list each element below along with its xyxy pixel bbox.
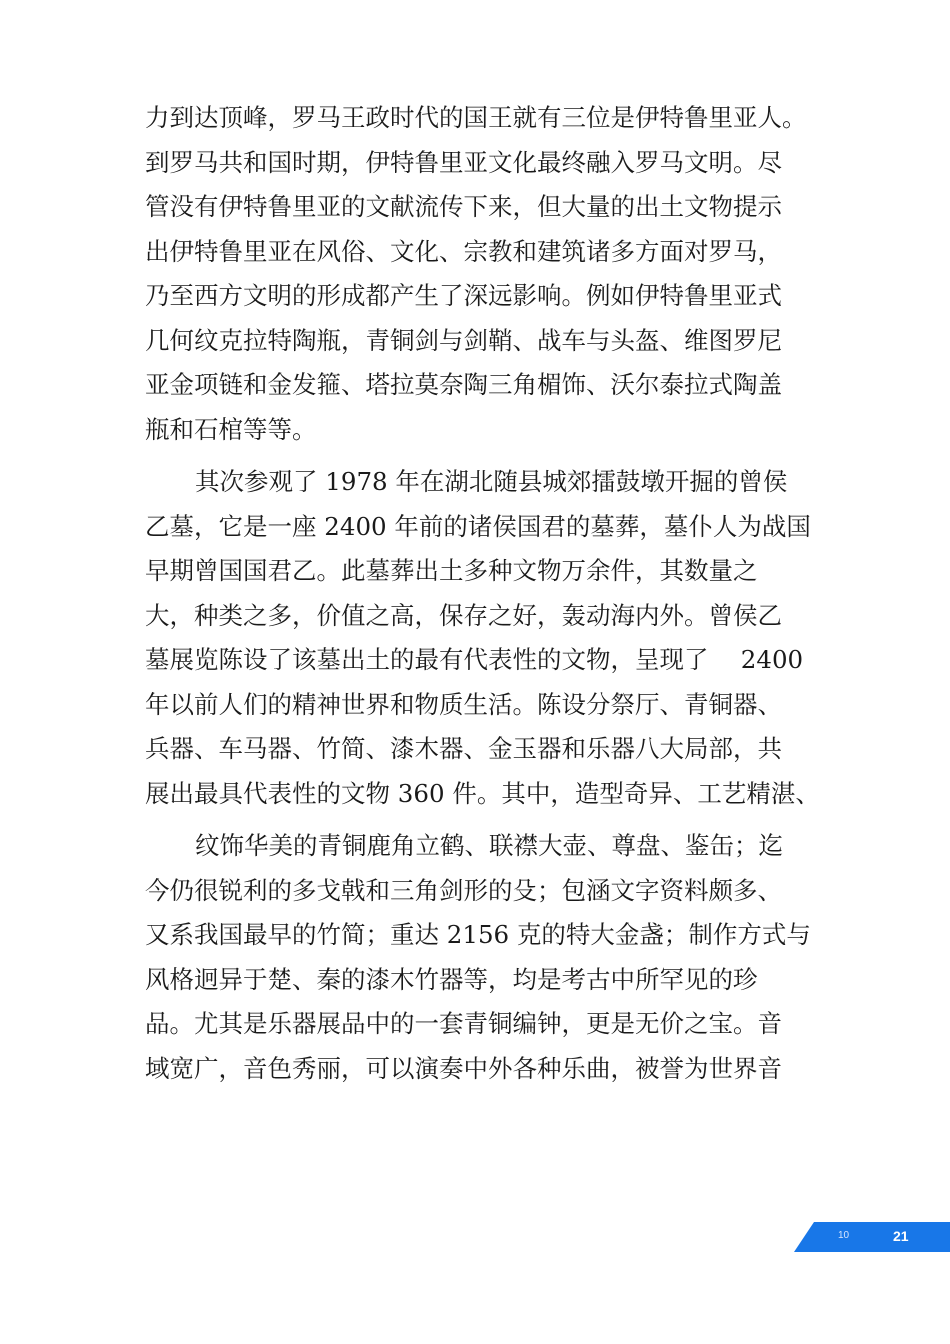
section-number: 10 xyxy=(838,1230,850,1241)
text-line: 到罗马共和国时期，伊特鲁里亚文化最终融入罗马文明。尽 xyxy=(145,147,782,177)
text-line: 今仍很锐利的多戈戟和三角剑形的殳；包涵文字资料颇多、 xyxy=(145,875,782,905)
text-line: 又系我国最早的竹简；重达 2156 克的特大金盏；制作方式与 xyxy=(145,920,811,949)
body-text xyxy=(145,96,820,1091)
text-line: 早期曾国国君乙。此墓葬出土多种文物万余件，其数量之 xyxy=(145,556,758,585)
text-line: 墓展览陈设了该墓出土的最有代表性的文物，呈现了 2400 xyxy=(145,645,804,674)
page-number: 21 xyxy=(893,1228,909,1244)
text-line: 乃至西方文明的形成都产生了深远影响。例如伊特鲁里亚式 xyxy=(145,281,782,310)
text-line: 风格迥异于楚、秦的漆木竹器等，均是考古中所罕见的珍 xyxy=(145,964,758,994)
text-line: 乙墓，它是一座 2400 年前的诸侯国君的墓葬，墓仆人为战国 xyxy=(145,511,811,541)
text-line: 年以前人们的精神世界和物质生活。陈设分祭厅、青铜器、 xyxy=(145,689,782,719)
text-line: 亚金项链和金发箍、塔拉莫奈陶三角楣饰、沃尔泰拉式陶盖 xyxy=(145,370,782,399)
text-line: 品。尤其是乐器展品中的一套青铜编钟，更是无价之宝。音 xyxy=(145,1009,782,1038)
text-line: 域宽广，音色秀丽，可以演奏中外各种乐曲，被誉为世界音 xyxy=(145,1053,782,1083)
page-number-badge xyxy=(794,1222,950,1252)
text-line: 大，种类之多，价值之高，保存之好，轰动海内外。曾侯乙 xyxy=(145,600,782,630)
badge-shape xyxy=(794,1222,950,1252)
paragraph-start-line: 其次参观了 1978 年在湖北随县城郊擂鼓墩开掘的曾侯 xyxy=(195,467,788,496)
text-line: 管没有伊特鲁里亚的文献流传下来，但大量的出土文物提示 xyxy=(145,192,782,221)
text-line: 力到达顶峰，罗马王政时代的国王就有三位是伊特鲁里亚人。 xyxy=(145,103,807,132)
text-line: 几何纹克拉特陶瓶，青铜剑与剑鞘、战车与头盔、维图罗尼 xyxy=(145,325,782,355)
text-line: 兵器、车马器、竹简、漆木器、金玉器和乐器八大局部，共 xyxy=(145,734,782,763)
text-line: 出伊特鲁里亚在风俗、文化、宗教和建筑诸多方面对罗马， xyxy=(145,236,782,266)
paragraph-start-line: 纹饰华美的青铜鹿角立鹤、联襟大壶、尊盘、鉴缶；迄 xyxy=(195,831,783,860)
text-line: 瓶和石棺等等。 xyxy=(145,414,317,444)
text-line: 展出最具代表性的文物 360 件。其中，造型奇异、工艺精湛、 xyxy=(145,778,820,808)
